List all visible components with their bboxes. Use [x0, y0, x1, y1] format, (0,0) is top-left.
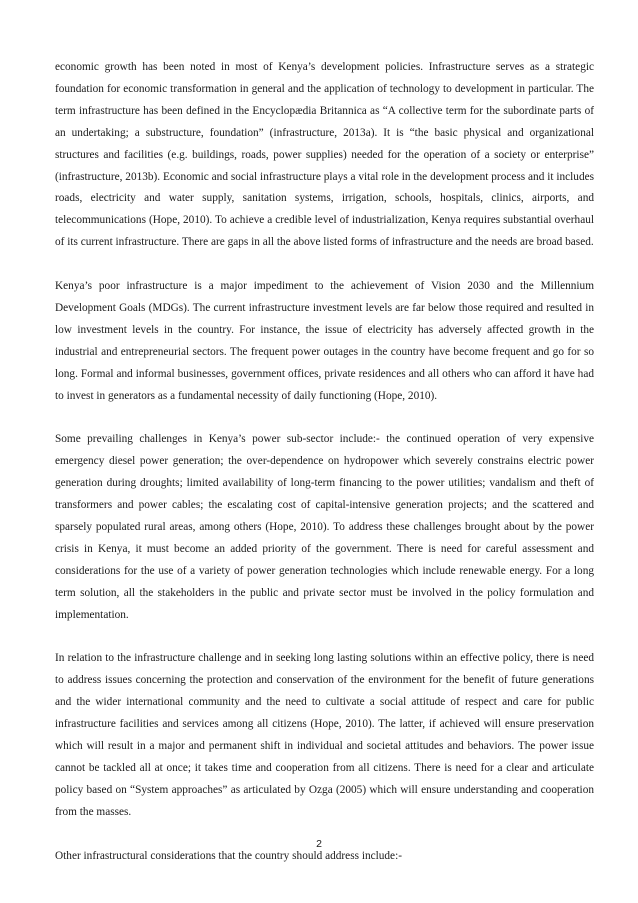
paragraph-poor-infrastructure: Kenya’s poor infrastructure is a major impediment to the achievement of Vision 2030 and the Millennium Development Goals (MDGs). The current infrastructure investment levels are far below those required and resulted in low investment levels in the country. For instance, the issue of electricity has adversely affected growth in the industrial and entrepreneurial sectors. The frequent power outages in the country have become frequent and go for so long. Formal and informal businesses, government offices, private residences and all others who can afford it have had to invest in generators as a fundamental necessity of daily functioning (Hope, 2010). — [55, 280, 594, 402]
paragraph-power-challenges: Some prevailing challenges in Kenya’s power sub-sector include:- the continued operation of very expensive emergency diesel power generation; the over-dependence on hydropower which severely constrains electric power generation during droughts; limited availability of long-term financing to the power utilities; vandalism and theft of transformers and power cables; the escalating cost of capital-intensive generation projects; and the scattered and sparsely populated rural areas, among others (Hope, 2010). To address these challenges brought about by the power crisis in Kenya, it must become an added priority of the government. There is need for careful assessment and considerations for the use of a variety of power generation technologies which include renewable energy. For a long term solution, all the stakeholders in the public and private sector must be involved in the policy formulation and implementation. — [55, 433, 594, 621]
page-number: 2 — [316, 838, 322, 850]
paragraph-infrastructure-definition: economic growth has been noted in most of Kenya’s development policies. Infrastructure serves as a strategic foundation for economic transformation in general and the application of technology to development in particular. The term infrastructure has been defined in the Encyclopædia Britannica as “A collective term for the subordinate parts of an undertaking; a substructure, foundation” (infrastructure, 2013a). It is “the basic physical and organizational structures and facilities (e.g. buildings, roads, power supplies) needed for the operation of a society or enterprise” (infrastructure, 2013b). Economic and social infrastructure plays a vital role in the development process and it includes roads, electricity and water supply, sanitation systems, irrigation, schools, hospitals, clinics, airports, and telecommunications (Hope, 2010). To achieve a credible level of industrialization, Kenya requires substantial overhaul of its current infrastructure. There are gaps in all the above listed forms of infrastructure and the needs are broad based. — [55, 61, 594, 249]
paragraph-other-considerations: Other infrastructural considerations that the country should address include:- — [55, 849, 402, 862]
paragraph-environment-policy: In relation to the infrastructure challenge and in seeking long lasting solutions within an effective policy, there is need to address issues concerning the protection and conservation of the environment for the benefit of future generations and the wider international community and the need to cultivate a social attitude of respect and care for public infrastructure facilities and services among all citizens (Hope, 2010). The latter, if achieved will ensure preservation which will result in a major and permanent shift in individual and societal attitudes and behaviors. The power issue cannot be tackled all at once; it takes time and cooperation from all citizens. There is need for a clear and articulate policy based on “System approaches” as articulated by Ozga (2005) which will ensure understanding and cooperation from the masses. — [55, 652, 594, 818]
body-text — [55, 57, 594, 867]
